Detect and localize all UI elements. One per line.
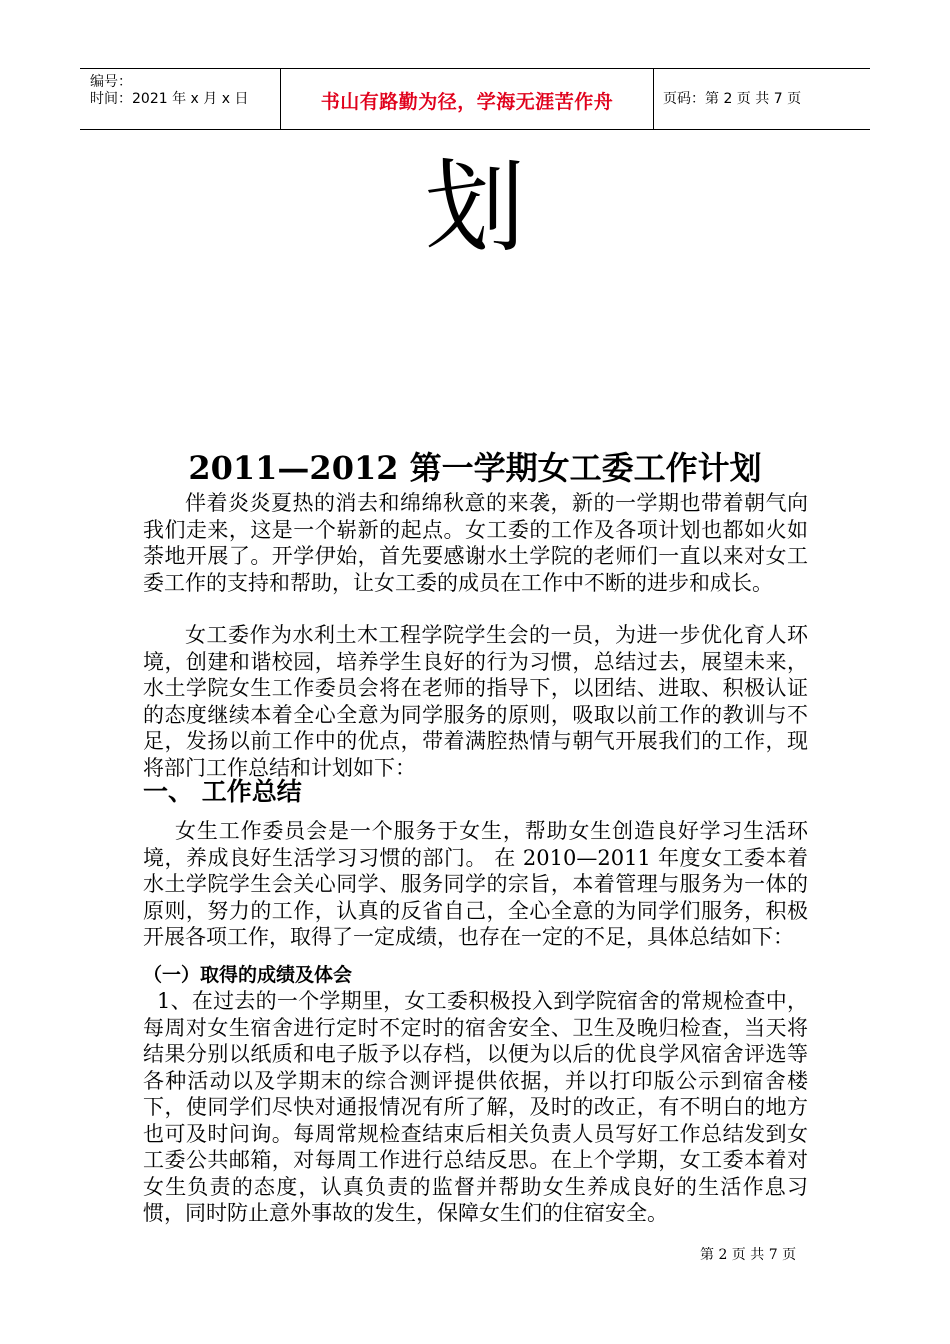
- section-heading: 一、 工作总结: [143, 777, 302, 806]
- page-info: 页码：第 2 页 共 7 页: [663, 91, 802, 107]
- page-footer: 第 2 页 共 7 页: [700, 1247, 797, 1263]
- motto: 书山有路勤为径，学海无涯苦作舟: [320, 91, 614, 113]
- large-heading-character: 划: [425, 149, 525, 266]
- header-page-cell: [653, 69, 870, 129]
- document-header: [80, 68, 870, 130]
- paragraph-text: 伴着炎炎夏热的消去和绵绵秋意的来袭，新的一学期也带着朝气向我们走来，这是一个崭新的起点。女工委的工作及各项计划也都如火如荼地开展了。开学伊始，首先要感谢水土学院的老师们一直以来对女工委工作的支持和帮助，让女工委的成员在工作中不断的进步和成长。: [143, 491, 808, 595]
- document-title: 2011—2012 第一学期女工委工作计划: [188, 449, 762, 487]
- header-meta-cell: [80, 69, 280, 129]
- number-label: 编号：: [90, 74, 132, 90]
- paragraph-text: 女工委作为水利土木工程学院学生会的一员，为进一步优化育人环境，创建和谐校园，培养学生良好的行为习惯，总结过去，展望未来，水土学院女生工作委员会将在老师的指导下，以团结、进取、积极认证的态度继续本着全心全意为同学服务的原则，吸取以前工作的教训与不足，发扬以前工作中的优点，带着满腔热情与朝气开展我们的工作，现将部门工作总结和计划如下：: [143, 623, 808, 780]
- paragraph-intro: [143, 490, 808, 596]
- paragraph-role: [143, 622, 808, 781]
- header-motto-cell: [280, 69, 654, 129]
- paragraph-text: 1、在过去的一个学期里，女工委积极投入到学院宿舍的常规检查中，每周对女生宿舍进行定时不定时的宿舍安全、卫生及晚归检查，当天将结果分别以纸质和电子版予以存档，以便为以后的优良学风宿舍评选等各种活动以及学期末的综合测评提供依据，并以打印版公示到宿舍楼下，使同学们尽快对通报情况有所了解，及时的改正，有不明白的地方也可及时问询。每周常规检查结束后相关负责人员写好工作总结发到女工委公共邮箱，对每周工作进行总结反思。在上个学期，女工委本着对女生负责的态度，认真负责的监督并帮助女生养成良好的生活作息习惯，同时防止意外事故的发生，保障女生们的住宿安全。: [143, 989, 808, 1225]
- paragraph-text: 女生工作委员会是一个服务于女生，帮助女生创造良好学习生活环境，养成良好生活学习习惯的部门。 在 2010—2011 年度女工委本着水土学院学生会关心同学、服务同学的宗旨，本着管理与服务为一体的原则，努力的工作，认真的反省自己，全心全意的为同学们服务，积极开展各项工作，取得了一定成绩，也存在一定的不足，具体总结如下：: [143, 819, 808, 949]
- paragraph-achievement-1: [143, 988, 808, 1227]
- paragraph-summary: [143, 818, 808, 951]
- subsection-heading: （一）取得的成绩及体会: [143, 964, 353, 986]
- time-label: 时间：2021 年 x 月 x 日: [90, 91, 249, 107]
